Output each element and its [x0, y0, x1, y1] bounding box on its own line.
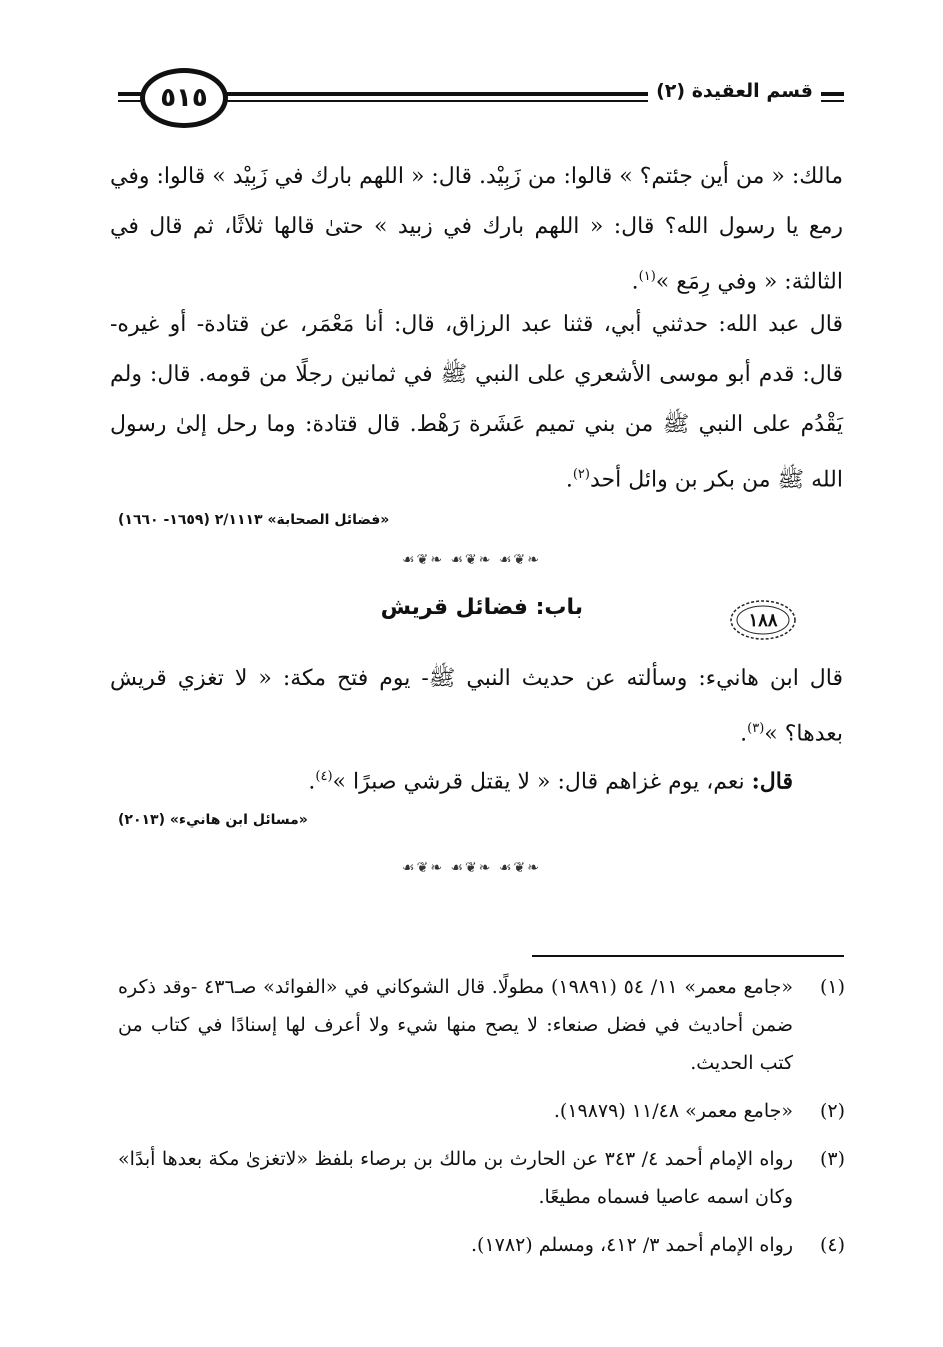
footnote-text-1: «جامع معمر» ١١/ ٥٤ (١٩٨٩١) مطولًا. قال الشوكاني في «الفوائد» صـ٤٣٦ -وقد ذكره ضمن أحاديث في فضل صنعاء: لا يصح منها شيء ولا أعرف لها إسنادًا في كتاب من كتب الحديث. [118, 976, 793, 1074]
paragraph-2-text: قال عبد الله: حدثني أبي، قثنا عبد الرزاق، قال: أنا مَعْمَر، عن قتادة- أو غيره- قال: قدم أبو موسى الأشعري على النبي ﷺ في ثمانين رجلًا من قومه. قال: ولم يَقْدُم على النبي ﷺ من بني تميم عَشَرة رَهْط. قال قتادة: وما رحل إلىٰ رسول الله ﷺ من بكر بن وائل أحد [110, 312, 844, 493]
footnote-text-4: رواه الإمام أحمد ٣/ ٤١٢، ومسلم (١٧٨٢). [471, 1234, 793, 1256]
footnote-text-3: رواه الإمام أحمد ٤/ ٣٤٣ عن الحارث بن مالك بن برصاء بلفظ «لاتغزىٰ مكة بعدها أبدًا» وكان اسمه عاصيا فسماه مطيعًا. [118, 1148, 794, 1208]
paragraph-2: قال عبد الله: حدثني أبي، قثنا عبد الرزاق، قال: أنا مَعْمَر، عن قتادة- أو غيره- قال: قدم أبو موسى الأشعري على النبي ﷺ في ثمانين رجلًا من قومه. قال: ولم يَقْدُم على النبي ﷺ من بني تميم عَشَرة رَهْط. قال قتادة: وما رحل إلىٰ رسول الله ﷺ من بكر بن وائل أحد$^{(٢)}$. [110, 312, 844, 493]
ornament-divider-2: ☙❦❧ ☙❦❧ ☙❦❧ [402, 860, 541, 876]
footnote-2 [118, 1092, 843, 1130]
footnote-4 [118, 1226, 843, 1264]
ornament-divider-1: ☙❦❧ ☙❦❧ ☙❦❧ [402, 552, 541, 568]
chapter-number-badge [728, 598, 798, 642]
footnote-1 [118, 968, 843, 1082]
paragraph-1: مالك: « من أين جئتم؟ » قالوا: من زَبِيْد. قال: « اللهم بارك في زَبِيْد » قالوا: وفي رمع يا رسول الله؟ قال: « اللهم بارك في زبيد » حتىٰ قالها ثلاثًا، ثم قال في الثالثة: « وفي رِمَع »$^{(١)}$. [109, 164, 843, 295]
footnote-number-1: (١) [819, 976, 845, 998]
footnote-ref-4: (٤) [315, 769, 333, 784]
chapter-number: ١٨٨ [748, 609, 778, 631]
paragraph-3: قال ابن هانيء: وسألته عن حديث النبي ﷺ- يوم فتح مكة: « لا تغزي قريش بعدها؟ »$^{(٣)}$. [110, 666, 843, 747]
footnote-ref-2: (٢) [572, 467, 590, 482]
footnote-text-2: «جامع معمر» ١١/٤٨ (١٩٨٧٩). [553, 1100, 793, 1122]
footnote-3 [118, 1140, 843, 1216]
page-header [0, 58, 943, 138]
footnote-separator [532, 955, 844, 957]
page-number: ٥١٥ [140, 68, 228, 128]
footnote-number-4: (٤) [819, 1234, 845, 1256]
paragraph-4-label: قال: [751, 768, 793, 795]
footnote-ref-1: (١) [638, 269, 656, 284]
paragraph-1-text: مالك: « من أين جئتم؟ » قالوا: من زَبِيْد. قال: « اللهم بارك في زَبِيْد » قالوا: وفي رمع يا رسول الله؟ قال: « اللهم بارك في زبيد » حتىٰ قالها ثلاثًا، ثم قال في الثالثة: « وفي رِمَع » [109, 164, 843, 295]
paragraph-3-text: قال ابن هانيء: وسألته عن حديث النبي ﷺ- يوم فتح مكة: « لا تغزي قريش بعدها؟ » [110, 666, 843, 747]
paragraph-4-text: نعم، يوم غزاهم قال: « لا يقتل قرشي صبرًا » [332, 769, 752, 795]
running-title: قسم العقيدة (٢) [648, 80, 821, 102]
source-citation-2: «مسائل ابن هانيء» (٢٠١٣) [118, 812, 308, 828]
chapter-title: باب: فضائل قريش [380, 595, 583, 620]
footnote-number-3: (٣) [819, 1148, 845, 1170]
paragraph-4: قال: نعم، يوم غزاهم قال: « لا يقتل قرشي صبرًا »$^{(٤)}$. [308, 768, 793, 795]
footnote-ref-3: (٣) [747, 721, 765, 736]
footnote-number-2: (٢) [819, 1100, 845, 1122]
source-citation-1: «فضائل الصحابة» ٢/١١١٣ (١٦٥٩- ١٦٦٠) [118, 512, 390, 528]
